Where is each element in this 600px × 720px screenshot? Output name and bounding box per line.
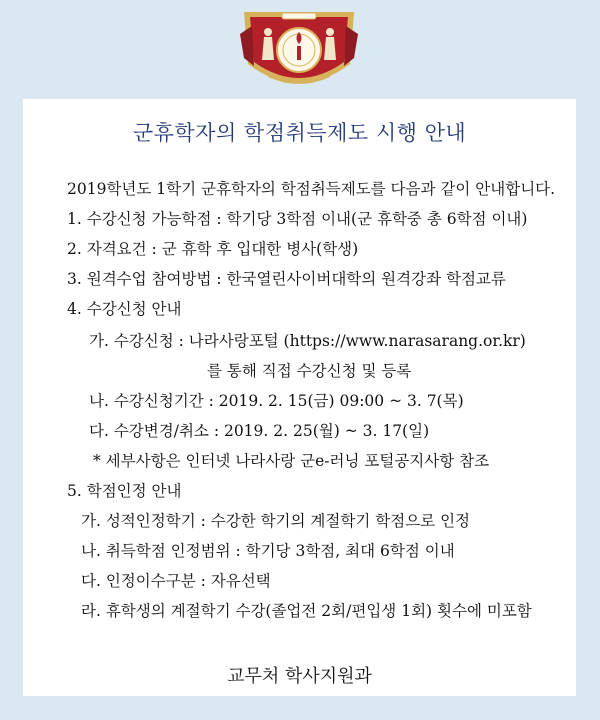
- item-3: 3. 원격수업 참여방법 : 한국열린사이버대학의 원격강좌 학점교류: [67, 270, 506, 288]
- signature-department: 교무처 학사지원과: [227, 666, 372, 687]
- notice-intro: 2019학년도 1학기 군휴학자의 학점취득제도를 다음과 같이 안내합니다.: [67, 180, 556, 198]
- item-4c: 다. 수강변경/취소 : 2019. 2. 25(월) ~ 3. 17(일): [89, 422, 430, 440]
- notice-title: 군휴학자의 학점취득제도 시행 안내: [132, 121, 467, 145]
- item-4a: 가. 수강신청 : 나라사랑포털 (https://www.narasarang.or.kr): [89, 332, 526, 350]
- item-5a: 가. 성적인정학기 : 수강한 학기의 계절학기 학점으로 인정: [81, 512, 471, 530]
- item-4-note: * 세부사항은 인터넷 나라사랑 군e-러닝 포털공지사항 참조: [93, 452, 490, 470]
- item-2: 2. 자격요건 : 군 휴학 후 입대한 병사(학생): [67, 240, 359, 258]
- item-4: 4. 수강신청 안내: [67, 300, 182, 318]
- notice-panel: [23, 99, 576, 696]
- item-5: 5. 학점인정 안내: [67, 482, 182, 500]
- item-4b: 나. 수강신청기간 : 2019. 2. 15(금) 09:00 ~ 3. 7(목): [89, 392, 464, 410]
- item-5d: 라. 휴학생의 계절학기 수강(졸업전 2회/편입생 1회) 횟수에 미포함: [81, 602, 532, 620]
- item-4a-continued: 를 통해 직접 수강신청 및 등록: [207, 362, 412, 380]
- item-5b: 나. 취득학점 인정범위 : 학기당 3학점, 최대 6학점 이내: [81, 542, 455, 560]
- university-crest-emblem-icon: [238, 6, 360, 90]
- item-1: 1. 수강신청 가능학점 : 학기당 3학점 이내(군 휴학중 총 6학점 이내): [67, 210, 528, 228]
- item-5c: 다. 인정이수구분 : 자유선택: [81, 572, 271, 590]
